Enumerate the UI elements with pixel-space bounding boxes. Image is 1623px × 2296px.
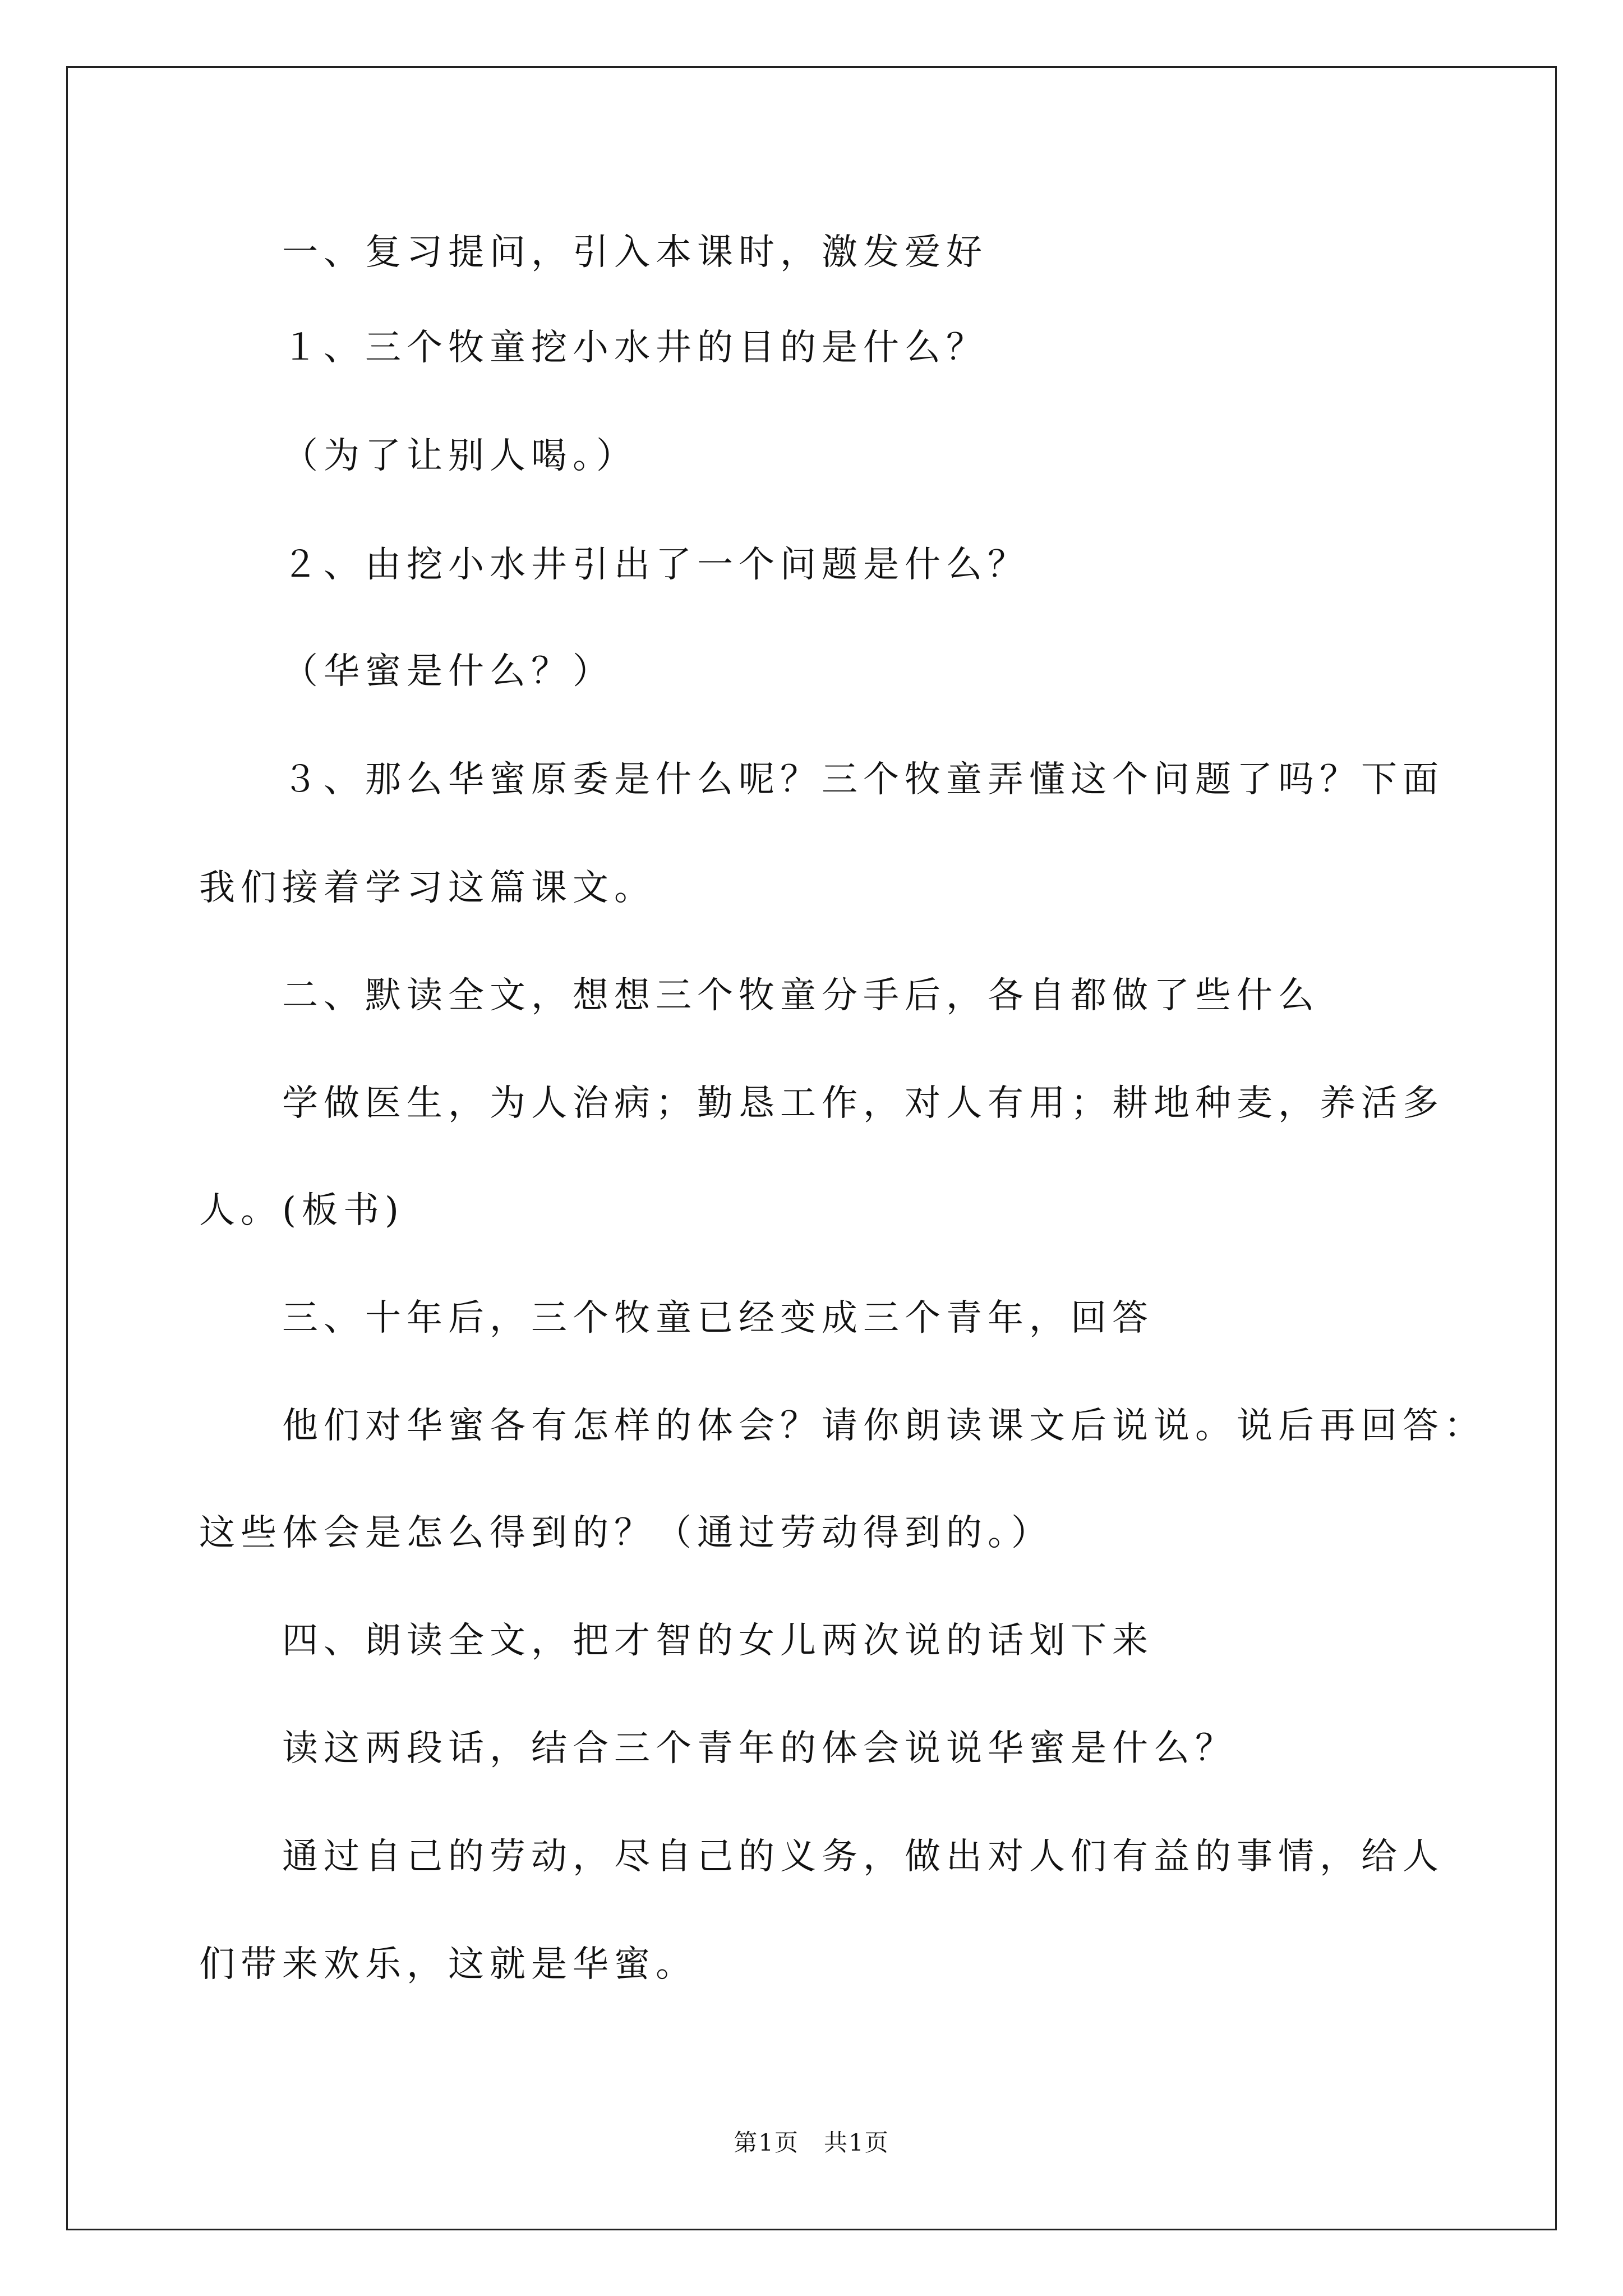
paragraph-2-line-1: 学做医生，为人治病；勤恳工作，对人有用；耕地种麦，养活多 bbox=[282, 1083, 1444, 1124]
section-heading-3: 三、十年后，三个牧童已经变成三个青年，回答 bbox=[282, 1297, 1154, 1339]
paragraph-2-line-2: 人。(板书) bbox=[199, 1190, 404, 1231]
paragraph-3-line-1: 他们对华蜜各有怎样的体会？请你朗读课文后说说。说后再回答： bbox=[282, 1405, 1486, 1447]
question-3-line-2: 我们接着学习这篇课文。 bbox=[199, 867, 656, 909]
question-2: ２、由挖小水井引出了一个问题是什么？ bbox=[282, 544, 1029, 586]
paragraph-3-line-2: 这些体会是怎么得到的？（通过劳动得到的。） bbox=[199, 1512, 1053, 1554]
paragraph-5-line-1: 通过自己的劳动，尽自己的义务，做出对人们有益的事情，给人 bbox=[282, 1836, 1444, 1878]
section-heading-4: 四、朗读全文，把才智的女儿两次说的话划下来 bbox=[282, 1620, 1154, 1662]
page-footer: 第1页 共1页 bbox=[734, 2129, 889, 2156]
question-3-line-1: ３、那么华蜜原委是什么呢？三个牧童弄懂这个问题了吗？下面 bbox=[282, 759, 1444, 800]
question-1: １、三个牧童挖小水井的目的是什么？ bbox=[282, 327, 988, 369]
section-heading-2: 二、默读全文，想想三个牧童分手后，各自都做了些什么 bbox=[282, 975, 1320, 1016]
paragraph-5-line-2: 们带来欢乐，这就是华蜜。 bbox=[199, 1944, 697, 1985]
page-border bbox=[66, 66, 1557, 2230]
answer-1: （为了让别人喝。） bbox=[282, 435, 638, 477]
section-heading-1: 一、复习提问，引入本课时，激发爱好 bbox=[282, 232, 988, 273]
answer-2: （华蜜是什么？） bbox=[282, 651, 614, 692]
paragraph-4: 读这两段话，结合三个青年的体会说说华蜜是什么？ bbox=[282, 1728, 1237, 1769]
